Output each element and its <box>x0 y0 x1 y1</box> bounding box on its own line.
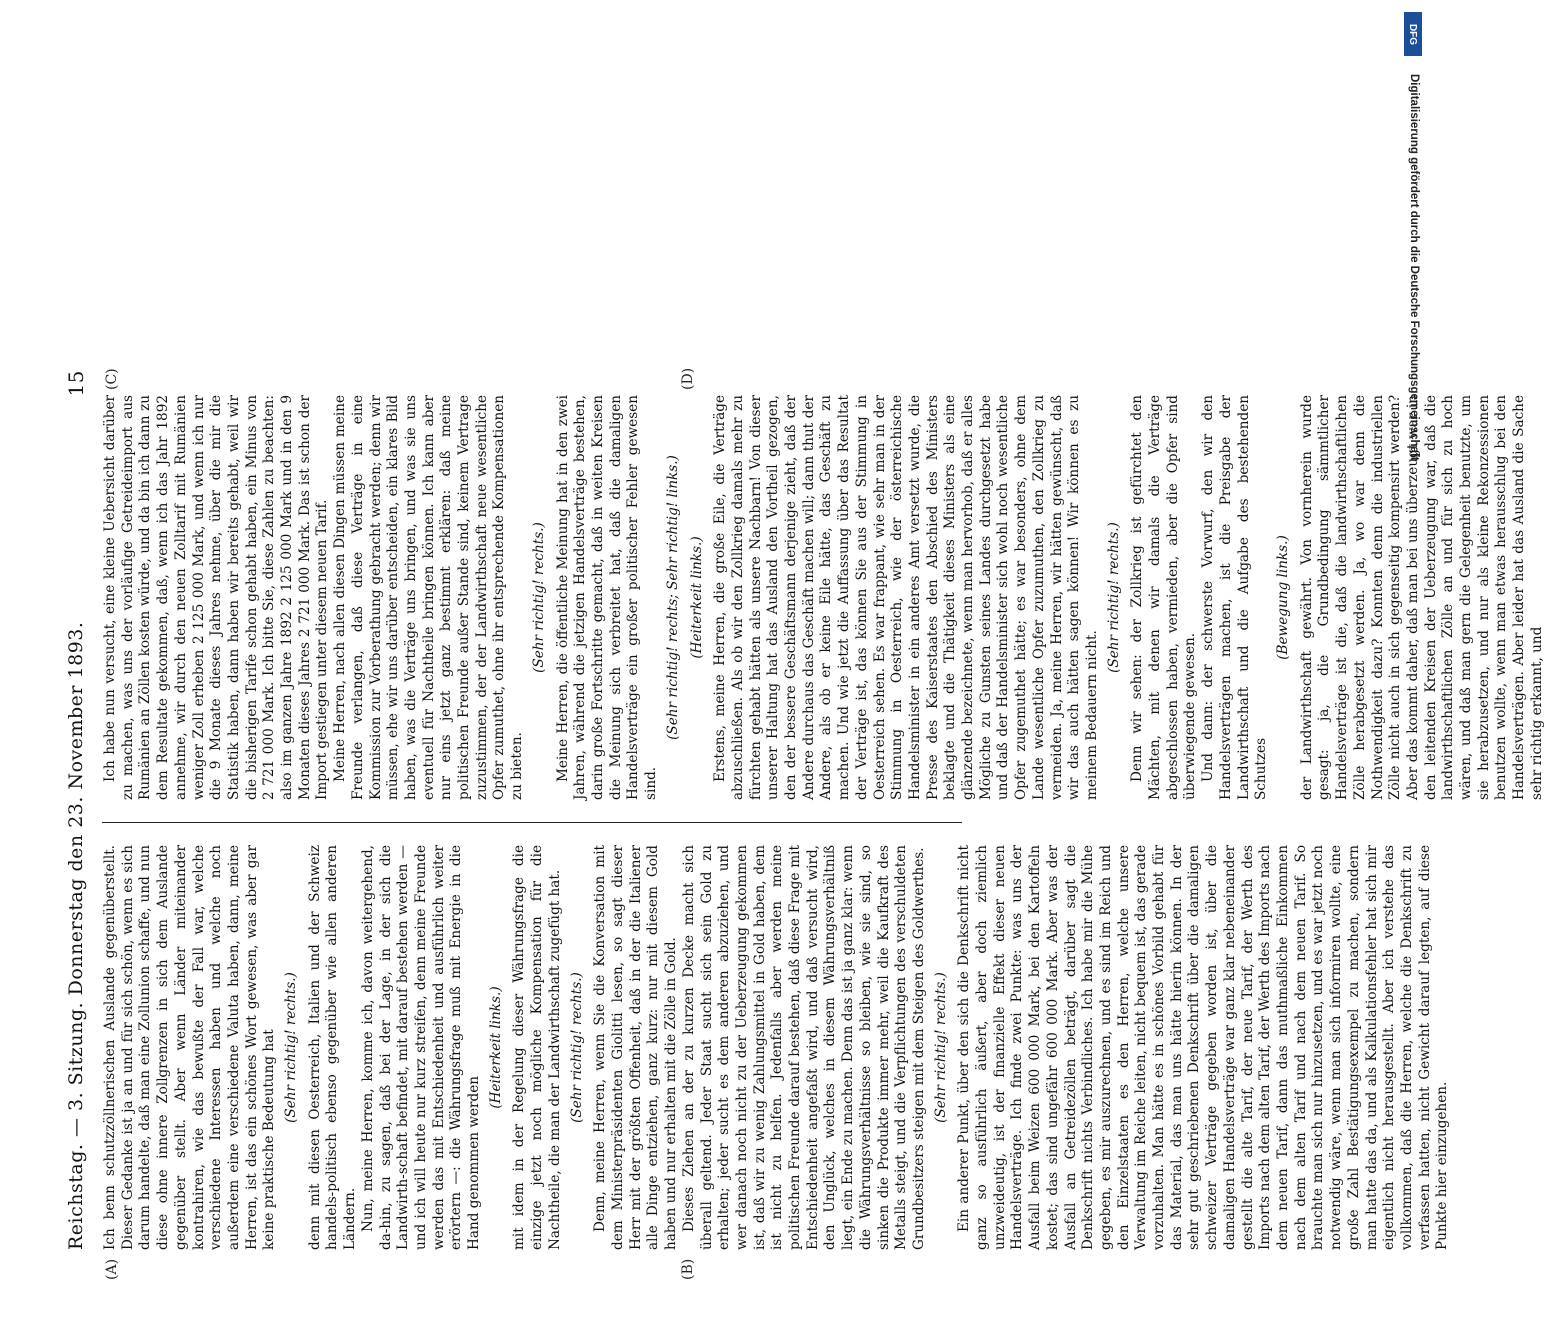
paragraph: der Landwirthschaft gewährt. Von vornherein wurde gesagt: ja, die Grundbedingung sämmtlicher Handelsverträge ist die, daß die landwirthschaftlichen Zölle herabgesetzt werden. Ja, wo war denn die Nothwendigkeit dazu? Konnten denn die industriellen Zölle nicht auch in sich gegenseitig kompensirt werden? Aber das kommt daher, daß man bei uns überzeugt war in den leitenden Kreisen der Ueberzeugung war, daß die landwirthschaftlichen Zölle an und für sich zu hoch wären, und daß man gern die Gelegenheit benutzte, um sie herabzusetzen, und nur als kleine Rekonzessionen benutzen wollte, wenn man etwas herausschlug bei den Handelsverträgen. Aber leider hat das Ausland die Sache sehr richtig erkannt, und <box>1298 395 1545 800</box>
interjection: (Sehr richtig! rechts.) <box>1105 522 1122 673</box>
paragraph: mit idem in der Regelung dieser Währungsfrage die einzige jetzt noch mögliche Kompensation für die Nachtheile, die man der Landwirthschaft zugefügt hat. <box>511 845 563 1250</box>
paragraph: Denn, meine Herren, wenn Sie die Konversation mit dem Ministerpräsidenten Giolitti lesen, so sagt dieser Herr mit der größten Offenheit, daß in der die Italiener alle Dinge entziehen, ganz kurz: nur mit diesem Gold haben und nur erhalten mit die Zölle in Gold. <box>592 845 680 1250</box>
interjection: (Sehr richtig! rechts; Sehr richtig! links.) <box>664 455 681 740</box>
margin-mark-a: (A) <box>104 1258 120 1280</box>
paragraph: denn mit diesen Oesterreich, Italien und der Schweiz handels-politisch ebenso gegenüber wie allen anderen Ländern. <box>306 845 359 1250</box>
paragraph: Nun, meine Herren, komme ich, davon weitergehend, da-hin, zu sagen, daß bei der Lage, in der sich die Landwirth-schaft befindet, mit darauf bestehen werden — und ich will heute nur kurz streifen, denn meine Freunde werden das mit Entschiedenheit und ausführlich weiter erörtern —: die Währungsfrage muß mit Energie in die Hand genommen werden <box>359 845 483 1250</box>
paragraph: Meine Herren, nach allen diesen Dingen müssen meine Freunde verlangen, daß diese Verträge in eine Kommission zur Vorberathung gebracht werden; denn wir müssen, ehe wir uns darüber entscheiden, ein klares Bild haben, was die Verträge uns bringen, und was sie uns eventuell für Nachtheile bringen können. Ich kann aber nur eins jetzt ganz bestimmt erklären: daß meine politischen Freunde außer Stande sind, keinem Vertrage zuzustimmen, der der Landwirthschaft neue wesentliche Opfer zumuthet, ohne ihr entsprechende Kompensationen zu bieten. <box>332 395 526 800</box>
paragraph: Meine Herren, die öffentliche Meinung hat in den zwei Jahren, während die jetzigen Handelsverträge bestehen, darin große Fortschritte gemacht, daß in weiten Kreisen die Meinung sich verbreitet hat, daß die damaligen Handelsverträge ein großer politischer Fehler gewesen sind. <box>554 395 660 800</box>
paragraph: Ich habe nun versucht, eine kleine Uebersicht darüber zu machen, was uns der vorläufige Getreideimport aus Rumänien an Zöllen kosten würde, und da bin ich dann zu dem Resultate gekommen, daß, wenn ich das Jahr 1892 annehme, wir durch den neuen Zolltarif mit Rumänien weniger Zoll erheben 2 125 000 Mark, und wenn ich nur die 9 Monate dieses Jahres nehme, über die mir die Statistik haben, dann haben wir bereits gehabt, weil wir die bisherigen Tarife schon gehabt haben, ein Minus von 2 721 000 Mark. Ich bitte Sie, diese Zahlen zu beachten: also im ganzen Jahre 1892 2 125 000 Mark und in den 9 Monaten dieses Jahres 2 721 000 Mark. Das ist schon der Import gestiegen unter diesem neuen Tarif. <box>102 395 331 800</box>
paragraph: Erstens, meine Herren, die große Eile, die Verträge abzuschließen. Als ob wir den Zollkrieg damals mehr zu fürchten gehabt hätten als unsere Nachbarn! Von dieser unserer Haltung hat das Ausland den Vortheil gezogen, den der bessere Geschäftsmann derjenige zieht, daß der Andere durchaus das Geschäft machen will; dann thut der Andere, als ob er keine Eile hätte, das Geschäft zu machen. Und wie jetzt die Auffassung über das Resultat der Verträge ist, das können Sie aus der Stimmung in Oesterreich sehen. Es war frappant, wie sehr man in der Stimmung in Oesterreich, wie der österreichische Handelsminister in ein anderes Amt versetzt wurde, die Presse des Kaiserstaates den Abschied des Ministers beklagte und die Thätigkeit dieses Ministers als eine glänzende bezeichnete, wenn man hervorhob, daß er alles Mögliche zu Gunsten seines Landes durchgesetzt habe und daß der Handelsminister sich wohl noch wesentliche Opfer zugemuthet hätte; es war besonders, ohne dem Lande wesentliche Opfer zuzumuthen, den Zollkrieg zu vermeiden. Ja, meine Herren, wir hätten gewünscht, daß wir das auch hätten sagen können! Wir können es zu meinem Bedauern nicht. <box>712 395 1100 800</box>
dfg-logo <box>1404 12 1422 56</box>
margin-mark-b: (B) <box>680 1258 696 1280</box>
paragraph: Ich benn schutzzöllnerischen Auslande gegenüberstellt. Dieser Gedanke ist ja an und für sich schön, wenn es sich darum handelte, daß man eine Zollunion schaffe, und nun diese ohne innere Zollgrenzen in sich dem Auslande gegenüber stellt. Aber wenn Länder miteinander kontrahiren, wie das bewußte der Fall war, welche verschiedene Interessen haben und welche noch außerdem eine verschiedene Valuta haben, dann, meine Herren, ist das ein schönes Wort gewesen, was aber gar keine praktische Bedeutung hat <box>102 845 278 1250</box>
page-header <box>60 370 92 1250</box>
rotated-page-content <box>40 360 1545 1320</box>
paragraph: Und dann: der schwerste Vorwurf, den wir den Handelsverträgen machen, ist die Preisgabe der Landwirthschaft und die Aufgabe des bestehenden Schutzes <box>1200 395 1270 800</box>
margin-mark-c: (C) <box>104 368 120 390</box>
credit-text: Digitalisierung gefördert durch die Deutsche Forschungsgemeinschaft <box>1408 74 1420 461</box>
interjection: (Sehr richtig! rechts.) <box>530 522 547 673</box>
margin-mark-d: (D) <box>680 367 696 390</box>
right-column <box>102 395 1547 800</box>
interjection: (Sehr richtig! rechts.) <box>932 972 949 1123</box>
left-column <box>102 845 1452 1250</box>
page-number: 15 <box>64 370 88 397</box>
digitization-credit <box>1402 4 1422 992</box>
paragraph: Ein anderer Punkt, über den sich die Denkschrift nicht ganz so ausführlich äußert, aber doch ziemlich unzweideutig, ist der finanzielle Effekt dieser neuen Handelsverträge. Ich finde zwei Punkte: was uns der Ausfall beim Weizen 600 000 Mark, bei den Kartoffeln kostet; das sind ungefähr 600 000 Mark. Aber was der Ausfall an Getreidezöllen beträgt, darüber sagt die Denkschrift nichts Verbindliches. Ich habe mir die Mühe gegeben, es mir auszurechnen, und es sind im Reich und den Einzelstaaten es den Herren, welche unsere Verwaltung im Reiche leiten, nicht bequem ist, das gerade vorzuhalten. Man hätte es in schönes Vorbild gehabt für das Material, das man uns hätte hierin können. In der sehr gut geschriebenen Denkschrift über die damaligen schweizer Verträge gegeben worden ist, über die damaligen Handelsverträge war ganz klar nebeneinander gestellt die alte Tarif, der neue Tarif, der Werth des Imports nach dem alten Tarif, der Werth des Imports nach dem neuen Tarif, dann das muthmaßliche Einkommen nach dem alten Tarif und nach dem neuen Tarif. So brauchte man sich nur hinzusetzen, und es war jetzt noch notwendig wäre, wenn man sich informiren wollte, eine große Zahl Bestätigungsexempel zu machen, sondern man hatte das da, und als Kalkulationsfehler hat sich mir eigentlich nicht herausgestellt. Aber ich verstehe das vollkommen, daß die Herren, welche die Denkschrift zu verfassen hatten, nicht Gewicht darauf legten, auf diese Punkte hier einzugehen. <box>956 845 1451 1250</box>
interjection: (Bewegung links.) <box>1275 535 1291 660</box>
interjection: (Sehr richtig! rechts.) <box>283 972 300 1123</box>
paragraph: Dieses Ziehen an der zu kurzen Decke macht sich überall geltend. Jeder Staat sucht sich sein Gold zu erhalten; jeder sucht es dem anderen abzuziehen, und wer danach noch nicht zu der Ueberzeugung gekommen ist, daß wir zu wenig Zahlungsmittel in Gold haben, dem ist nicht zu helfen. Jedenfalls aber werden meine politischen Freunde darauf bestehen, daß diese Frage mit Entschiedenheit angefaßt wird, und daß versucht wird, den Unglück, welches in diesem Währungsverhältniß liegt, ein Ende zu machen. Denn das ist ja ganz klar: wenn die Währungsverhältnisse so bleiben, wie sie sind, so sinken die Produkte immer mehr, weil die Kaufkraft des Metalls steigt, und die Verpflichtungen des verschuldeten Grundbesitzers steigen mit dem Steigen des Goldwerthes. <box>680 845 927 1250</box>
interjection: (Heiterkeit links.) <box>487 986 504 1109</box>
dfg-logo-text: DFG <box>1407 23 1419 45</box>
interjection: (Heiterkeit links.) <box>688 536 705 659</box>
paragraph: Denn wir sehen: der Zollkrieg ist gefürchtet den Mächten, mit denen wir damals die Verträge abgeschlossen haben, vermieden, aber die Opfer sind überwiegende gewesen. <box>1129 395 1199 800</box>
interjection: (Sehr richtig! rechts.) <box>568 972 585 1123</box>
column-divider <box>102 822 962 823</box>
header-title: Reichstag. — 3. Sitzung. Donnerstag den 23. November 1893. <box>65 621 87 1250</box>
